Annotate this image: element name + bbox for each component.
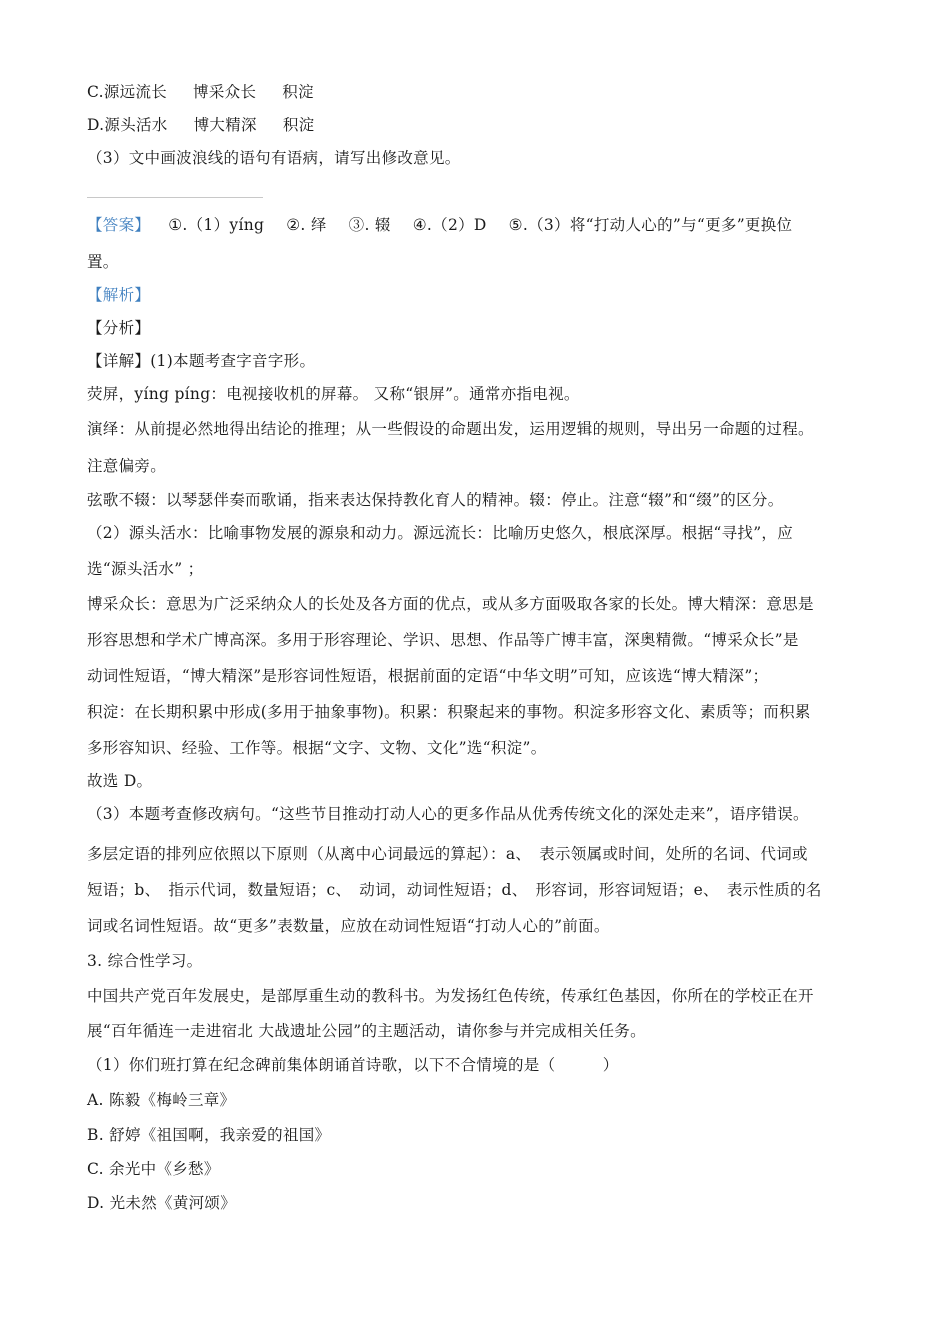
analysis-line: 多形容知识、经验、工作等。根据“文字、文物、文化”选“积淀”。	[87, 739, 547, 757]
option-c-line	[87, 82, 314, 102]
answer-item: ⑤.（3）将“打动人心的”与“更多”更换位	[508, 216, 793, 234]
option-label: D.	[87, 116, 105, 134]
option-label: C.	[87, 83, 104, 101]
analysis-line: 短语；b、 指示代词，数量短语；c、 动词，动词性短语；d、 形容词，形容词短语；e、 表示性质的名	[87, 881, 822, 899]
analysis-line: 积淀：在长期积累中形成(多用于抽象事物)。积累：积聚起来的事物。积淀多形容文化、素质等；而积累	[87, 703, 811, 721]
option-word: 积淀	[282, 116, 315, 134]
answer-item: ①.（1）yíng	[168, 216, 265, 234]
option-word: 源头活水	[104, 116, 168, 134]
option-word: 博大精深	[193, 116, 257, 134]
option-d-line	[87, 115, 314, 135]
analysis-line: 弦歌不辍：以琴瑟伴奏而歌诵，指来表达保持教化育人的精神。辍：停止。注意“辍”和“缀”的区分。	[87, 491, 784, 509]
answer-line	[87, 215, 792, 235]
separator-rule	[87, 197, 263, 198]
answer-line-2: 置。	[87, 253, 119, 271]
analysis-sub-tag: 【分析】	[87, 319, 151, 337]
analysis-line: 博采众长：意思为广泛采纳众人的长处及各方面的优点，或从多方面吸取各家的长处。博大精深：意思是	[87, 595, 814, 613]
option-c: C. 余光中《乡愁》	[87, 1160, 220, 1178]
detail-line: 【详解】(1)本题考查字音字形。	[87, 352, 316, 370]
option-word: 积淀	[282, 83, 314, 101]
answer-item: ③. 辍	[348, 216, 391, 234]
question-3-paragraph: 展“百年循连一走进宿北 大战遗址公园”的主题活动，请你参与并完成相关任务。	[87, 1022, 646, 1040]
analysis-line: 注意偏旁。	[87, 457, 167, 475]
analysis-line: 故选 D。	[87, 772, 153, 790]
answer-item: ②. 绎	[286, 216, 327, 234]
analysis-line: 演绎：从前提必然地得出结论的推理；从一些假设的命题出发，运用逻辑的规则，导出另一命题的过程。	[87, 420, 814, 438]
analysis-line: 多层定语的排列应依照以下原则（从离中心词最远的算起）：a、 表示领属或时间，处所的名词、代词或	[87, 845, 808, 863]
analysis-line: 荧屏，yíng píng：电视接收机的屏幕。 又称“银屏”。通常亦指电视。	[87, 385, 580, 403]
question-3-paragraph: 中国共产党百年发展史，是部厚重生动的教科书。为发扬红色传统，传承红色基因，你所在的学校正在开	[87, 987, 814, 1005]
option-word: 源远流长	[103, 83, 168, 101]
analysis-line: （3）本题考查修改病句。“这些节目推动打动人心的更多作品从优秀传统文化的深处走来”，语序错误。	[87, 805, 809, 823]
option-d: D. 光未然《黄河颂》	[87, 1194, 237, 1212]
analysis-tag: 【解析】	[87, 286, 151, 304]
analysis-line: 词或名词性短语。故“更多”表数量，应放在动词性短语“打动人心的”前面。	[87, 917, 610, 935]
answer-item: ④.（2）D	[412, 216, 487, 234]
analysis-line: 选“源头活水” ；	[87, 560, 204, 578]
question-3-title: 3. 综合性学习。	[87, 952, 203, 970]
sub-question-1: （1）你们班打算在纪念碑前集体朗诵首诗歌，以下不合情境的是（ ）	[87, 1056, 619, 1074]
analysis-line: （2）源头活水：比喻事物发展的源泉和动力。源远流长：比喻历史悠久，根底深厚。根据“寻找”，应	[87, 524, 794, 542]
analysis-line: 动词性短语，“博大精深”是形容词性短语，根据前面的定语“中华文明”可知，应该选“博大精深”；	[87, 667, 769, 685]
option-b: B. 舒婷《祖国啊，我亲爱的祖国》	[87, 1126, 331, 1144]
analysis-line: 形容思想和学术广博高深。多用于形容理论、学识、思想、作品等广博丰富，深奥精微。“博采众长”是	[87, 631, 799, 649]
option-word: 博采众长	[193, 83, 257, 101]
answer-tag: 【答案】	[87, 216, 151, 234]
question-3-prompt: （3）文中画波浪线的语句有语病，请写出修改意见。	[87, 149, 461, 167]
option-a: A. 陈毅《梅岭三章》	[87, 1091, 236, 1109]
